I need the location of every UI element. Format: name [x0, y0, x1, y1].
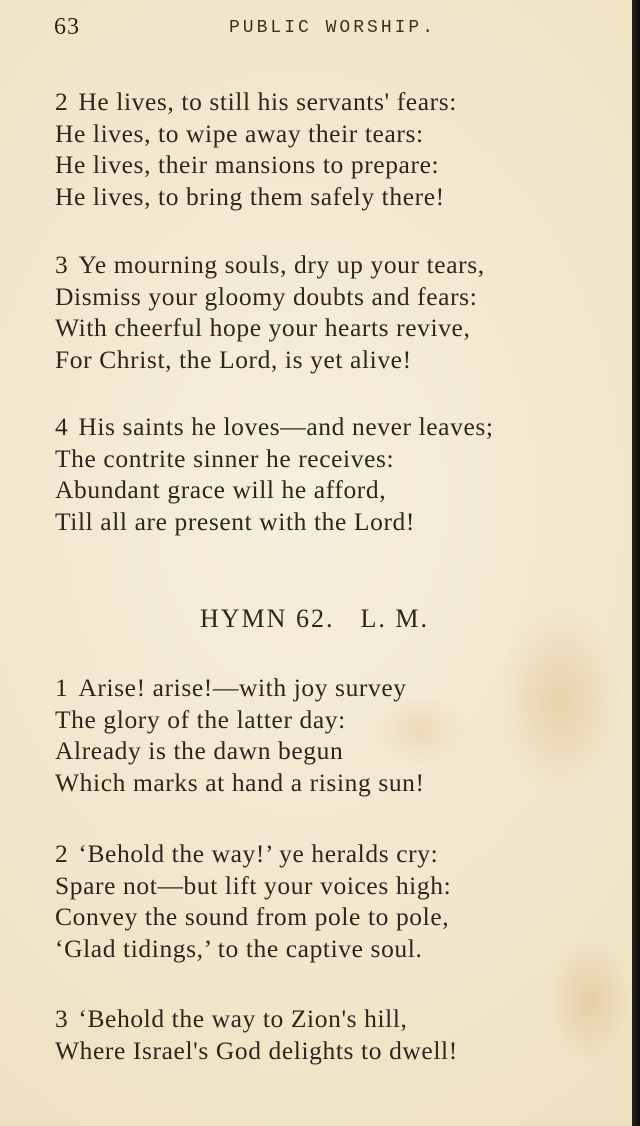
- verse-text: ‘Behold the way!’ ye heralds cry:: [78, 839, 439, 868]
- page-header: [54, 14, 632, 50]
- verse-line: Where Israel's God delights to dwell!: [55, 1035, 458, 1065]
- stanza-number: 2: [55, 87, 69, 116]
- stanza-2: [55, 86, 457, 212]
- verse-line: [55, 249, 485, 281]
- hymn-62-stanza-1: [55, 672, 425, 798]
- verse-line: [55, 838, 451, 870]
- verse-line: Dismiss your gloomy doubts and fears:: [55, 281, 478, 311]
- running-title: PUBLIC WORSHIP.: [229, 18, 437, 38]
- stanza-3: [55, 249, 485, 375]
- verse-text: His saints he loves—and never leaves;: [78, 412, 494, 441]
- verse-text: He lives, to still his servants' fears:: [78, 87, 457, 116]
- verse-line: The contrite sinner he receives:: [55, 443, 395, 473]
- verse-line: Spare not—but lift your voices high:: [55, 870, 452, 900]
- verse-text: Arise! arise!—with joy survey: [78, 673, 407, 702]
- verse-line: [55, 1003, 458, 1035]
- hymn-heading: [200, 604, 429, 634]
- stanza-number: 4: [55, 412, 69, 441]
- hymn-62-stanza-2: [55, 838, 451, 964]
- verse-line: He lives, to wipe away their tears:: [55, 118, 424, 148]
- verse-line: [55, 86, 457, 118]
- stanza-number: 3: [55, 250, 69, 279]
- hymn-meter: L. M.: [360, 604, 429, 633]
- binding-edge: [632, 0, 640, 1126]
- hymn-62-stanza-3: [55, 1003, 458, 1066]
- verse-line: The glory of the latter day:: [55, 704, 346, 734]
- verse-line: Till all are present with the Lord!: [55, 506, 415, 536]
- hymn-title: HYMN 62.: [200, 604, 335, 633]
- verse-line: He lives, to bring them safely there!: [55, 181, 445, 211]
- page-number: 63: [54, 14, 80, 40]
- verse-line: Which marks at hand a rising sun!: [55, 767, 425, 797]
- verse-line: Already is the dawn begun: [55, 736, 344, 765]
- stanza-number: 2: [55, 839, 69, 868]
- verse-line: Abundant grace will he afford,: [55, 475, 387, 504]
- verse-line: Convey the sound from pole to pole,: [55, 902, 450, 931]
- stanza-number: 1: [55, 673, 69, 702]
- stanza-4: [55, 411, 494, 537]
- verse-line: He lives, their mansions to prepare:: [55, 150, 440, 179]
- verse-line: With cheerful hope your hearts revive,: [55, 313, 471, 342]
- verse-text: Ye mourning souls, dry up your tears,: [78, 250, 485, 279]
- verse-line: [55, 672, 425, 704]
- verse-line: [55, 411, 494, 443]
- verse-line: For Christ, the Lord, is yet alive!: [55, 344, 412, 374]
- verse-text: ‘Behold the way to Zion's hill,: [78, 1004, 408, 1033]
- stanza-number: 3: [55, 1004, 69, 1033]
- verse-line: ‘Glad tidings,’ to the captive soul.: [55, 933, 423, 963]
